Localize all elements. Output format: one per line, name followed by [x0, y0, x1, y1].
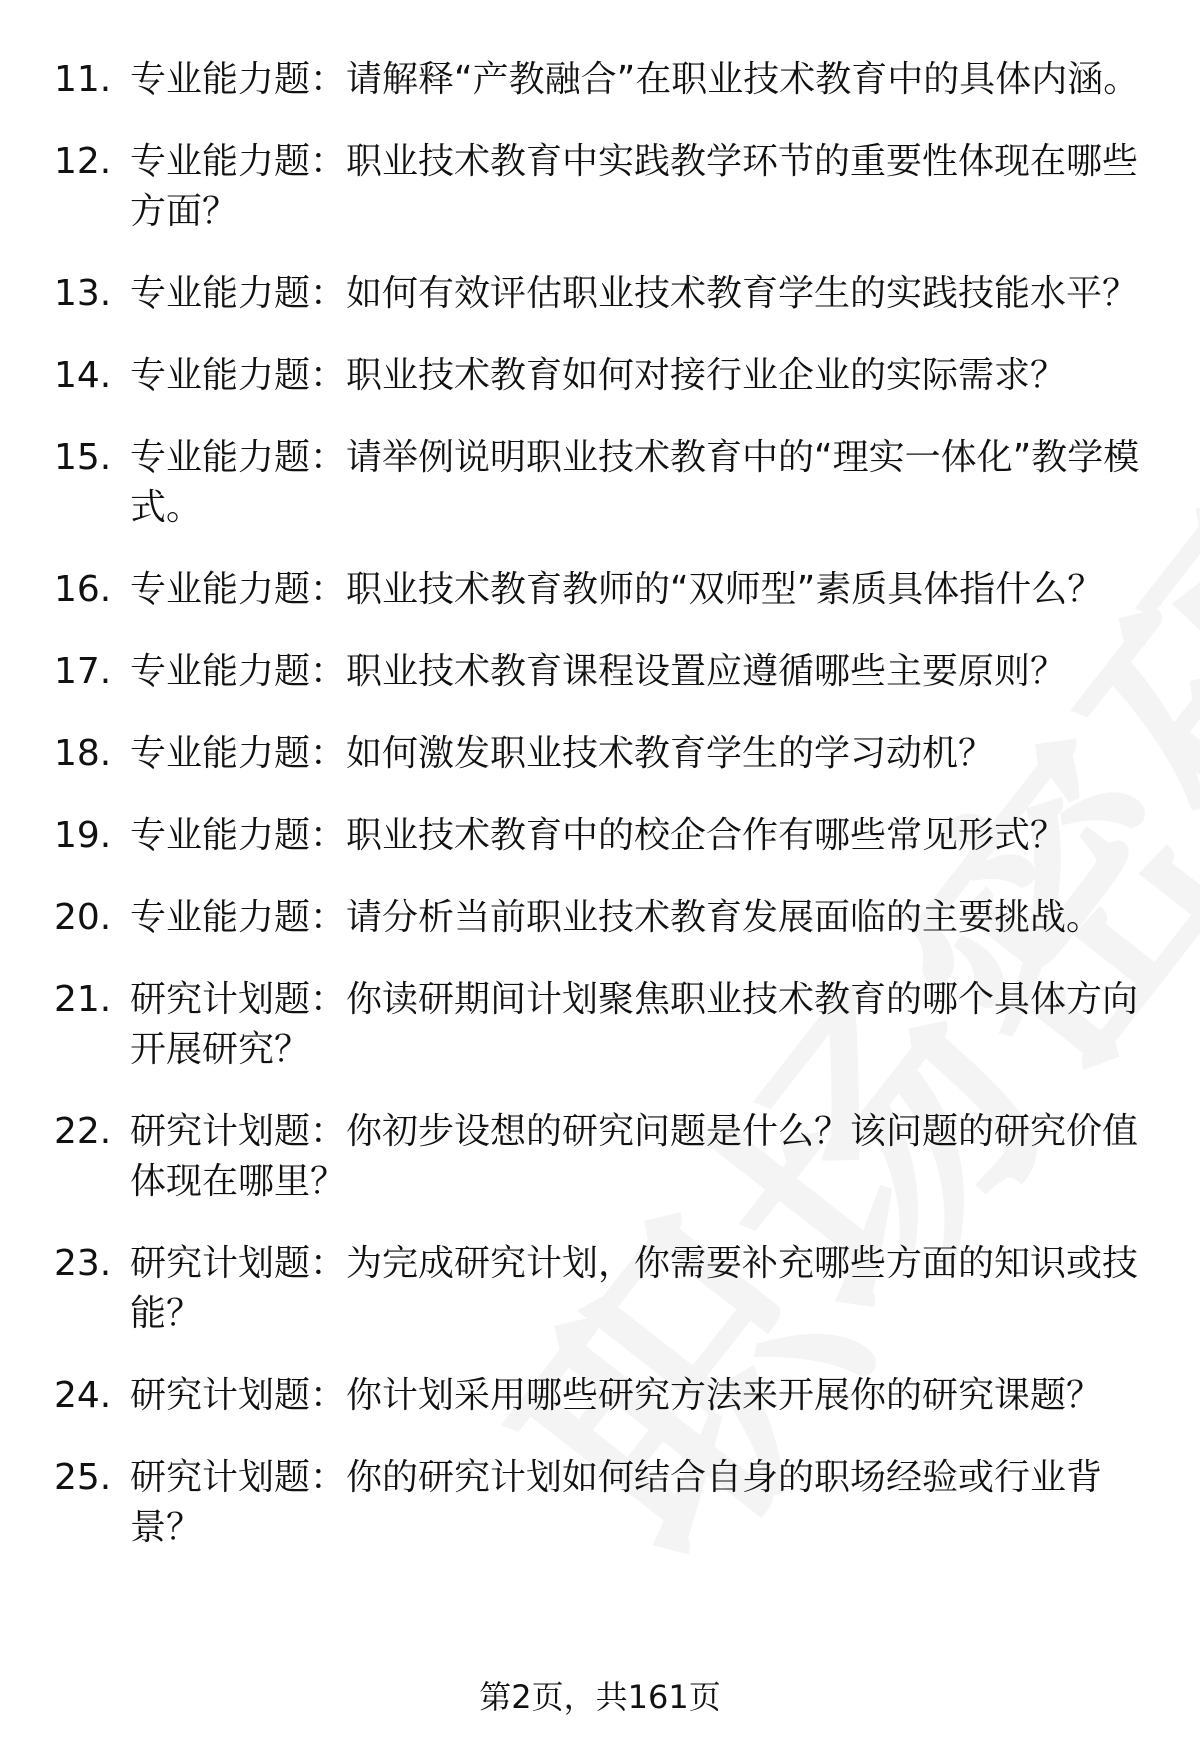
- question-number: 13.: [54, 273, 112, 314]
- question-number: 21.: [54, 979, 112, 1020]
- question-text: 专业能力题：请解释“产教融合”在职业技术教育中的具体内涵。: [130, 59, 1140, 100]
- question-number: 17.: [54, 651, 112, 692]
- question-text: 专业能力题：职业技术教育如何对接行业企业的实际需求？: [130, 355, 1067, 396]
- question-number: 22.: [54, 1111, 112, 1152]
- question-text: 专业能力题：职业技术教育中实践教学环节的重要性体现在哪些方面？: [130, 141, 1139, 232]
- question-item: [0, 1453, 1200, 1553]
- question-item: [0, 893, 1200, 943]
- question-number: 12.: [54, 141, 112, 182]
- question-item: [0, 1239, 1200, 1339]
- question-item: [0, 55, 1200, 105]
- question-number: 24.: [54, 1375, 112, 1416]
- question-item: [0, 647, 1200, 697]
- question-item: [0, 729, 1200, 779]
- page-number-footer: 第2页，共161页: [479, 1678, 721, 1716]
- question-number: 14.: [54, 355, 112, 396]
- question-number: 18.: [54, 733, 112, 774]
- question-item: [0, 1107, 1200, 1207]
- question-item: [0, 565, 1200, 615]
- question-item: [0, 811, 1200, 861]
- question-item: [0, 433, 1200, 533]
- question-text: 专业能力题：如何激发职业技术教育学生的学习动机？: [130, 733, 995, 774]
- question-text: 研究计划题：你初步设想的研究问题是什么？该问题的研究价值体现在哪里？: [130, 1111, 1139, 1202]
- question-number: 11.: [54, 59, 112, 100]
- question-text: 研究计划题：你的研究计划如何结合自身的职场经验或行业背景？: [130, 1457, 1103, 1548]
- question-number: 23.: [54, 1243, 112, 1284]
- question-list: [0, 55, 1200, 1585]
- question-number: 19.: [54, 815, 112, 856]
- question-text: 专业能力题：请分析当前职业技术教育发展面临的主要挑战。: [130, 897, 1103, 938]
- question-text: 专业能力题：职业技术教育教师的“双师型”素质具体指什么？: [130, 569, 1104, 610]
- question-number: 16.: [54, 569, 112, 610]
- question-number: 20.: [54, 897, 112, 938]
- question-text: 专业能力题：职业技术教育课程设置应遵循哪些主要原则？: [130, 651, 1067, 692]
- question-number: 15.: [54, 437, 112, 478]
- question-item: [0, 269, 1200, 319]
- question-item: [0, 1371, 1200, 1421]
- question-text: 专业能力题：职业技术教育中的校企合作有哪些常见形式？: [130, 815, 1067, 856]
- question-number: 25.: [54, 1457, 112, 1498]
- question-text: 专业能力题：如何有效评估职业技术教育学生的实践技能水平？: [130, 273, 1139, 314]
- question-item: [0, 137, 1200, 237]
- question-text: 研究计划题：你读研期间计划聚焦职业技术教育的哪个具体方向开展研究？: [130, 979, 1139, 1070]
- question-item: [0, 975, 1200, 1075]
- question-item: [0, 351, 1200, 401]
- question-text: 专业能力题：请举例说明职业技术教育中的“理实一体化”教学模式。: [130, 437, 1140, 528]
- question-text: 研究计划题：为完成研究计划，你需要补充哪些方面的知识或技能？: [130, 1243, 1139, 1334]
- question-text: 研究计划题：你计划采用哪些研究方法来开展你的研究课题？: [130, 1375, 1103, 1416]
